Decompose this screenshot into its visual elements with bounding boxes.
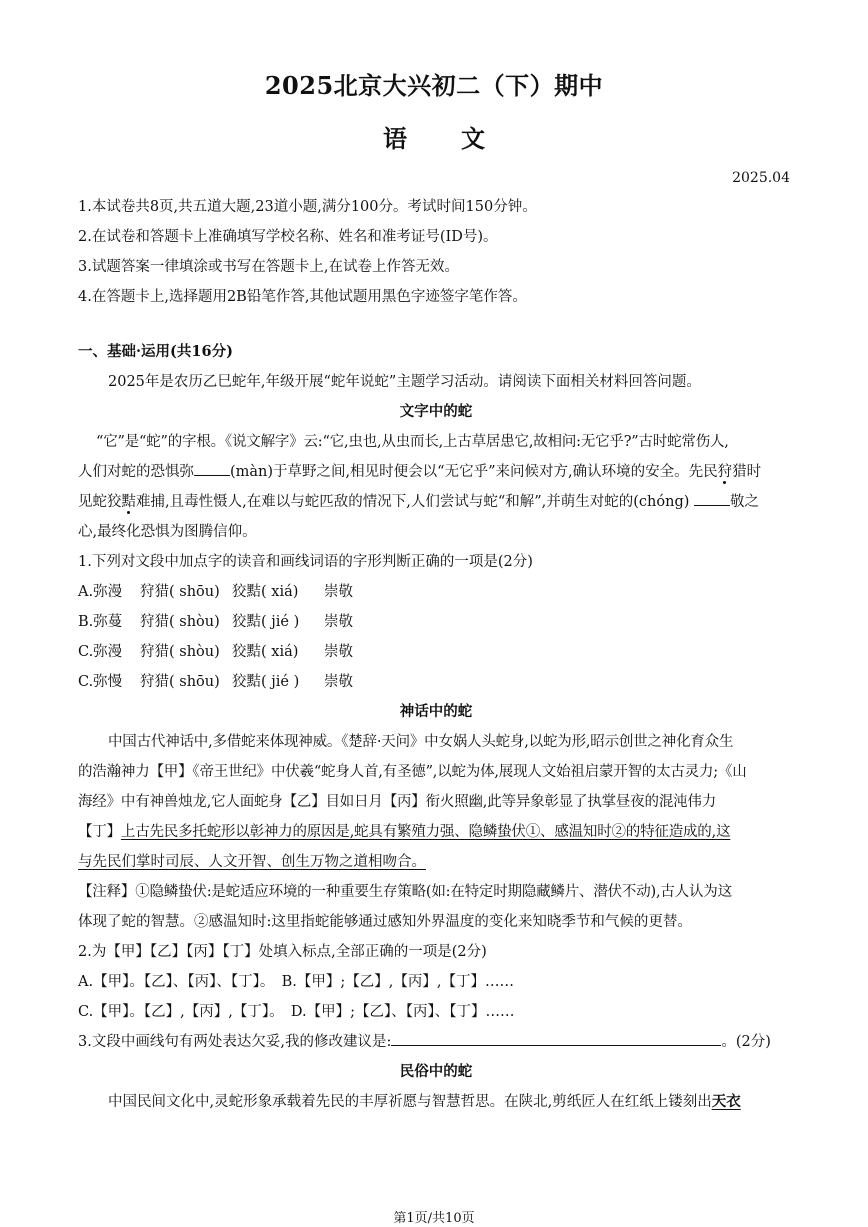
instruction-item: 2.在试卷和答题卡上准确填写学校名称、姓名和准考证号(ID号)。 (78, 229, 498, 245)
page-footer: 第1页/共10页 (393, 1211, 475, 1226)
text-fragment: (màn)于草野之间,相见时便会以“无它乎”来问候对方,确认环境的安全。先民 (230, 464, 718, 480)
underlined-sentence: 与先民们掌时司辰、人文开智、创生万物之道相吻合。 (78, 854, 426, 870)
dotted-char: 黠 (121, 494, 136, 510)
underlined-sentence: 上古先民多托蛇形以彰神力的原因是,蛇具有繁殖力强、隐鳞蛰伏①、感温知时②的特征造成的,这 (120, 824, 731, 840)
option-text: A.弥漫 (78, 584, 123, 600)
option-text: 崇敬 (324, 644, 353, 660)
text-fragment: 猎时 (732, 464, 762, 480)
paragraph-line: 的浩瀚神力【甲】《帝王世纪》中伏羲“蛇身人首,有圣德”,以蛇为体,展现人文始祖启蒙开智的太古灵力;《山 (78, 764, 747, 780)
text-fragment: 【丁】 (78, 824, 121, 840)
answer-blank (391, 1031, 721, 1046)
option-text: 狡黠( xiá) (232, 584, 299, 600)
subject-title (0, 119, 868, 154)
paragraph-line: 海经》中有神兽烛龙,它人面蛇身【乙】目如日月【丙】衔火照幽,此等异象彰显了执掌昼夜的混沌伟力 (78, 794, 717, 810)
part-title-writing: 文字中的蛇 (399, 403, 473, 420)
option-text: 崇敬 (324, 614, 353, 630)
q2-options-row: A.【甲】。【乙】、【丙】、【丁】。 B.【甲】;【乙】,【丙】,【丁】…… (78, 974, 514, 990)
question-1-stem: 1.下列对文段中加点字的读音和画线词语的字形判断正确的一项是(2分) (78, 554, 533, 570)
q1-option (78, 667, 794, 697)
option-text: B.弥蔓 (78, 614, 123, 630)
q1-option (78, 637, 794, 667)
paragraph-line (78, 487, 794, 517)
option-text: 崇敬 (324, 584, 353, 600)
question-3-score: 。(2分) (721, 1034, 771, 1050)
text-fragment: 中国民间文化中,灵蛇形象承载着先民的丰厚祈愿与智慧哲思。在陕北,剪纸匠人在红纸上镂刻出 (108, 1094, 712, 1110)
option-text: C.弥漫 (78, 644, 123, 660)
section-heading: 一、基础·运用(共16分) (78, 343, 233, 360)
instruction-item: 4.在答题卡上,选择题用2B铅笔作答,其他试题用黑色字迹签字笔作答。 (78, 289, 527, 305)
part-title-myth: 神话中的蛇 (399, 703, 473, 720)
exam-title: 2025北京大兴初二（下）期中 (264, 71, 604, 100)
note-line: 【注释】①隐鳞蛰伏:是蛇适应环境的一种重要生存策略(如:在特定时期隐藏鳞片、潜伏不动),古人认为这 (78, 884, 732, 900)
option-text: 狩猎( shōu) (140, 584, 220, 600)
question-3 (78, 1027, 794, 1057)
part-title-folk: 民俗中的蛇 (399, 1063, 473, 1080)
text-fragment: 见蛇狡 (78, 494, 122, 510)
instruction-item: 3.试题答案一律填涂或书写在答题卡上,在试卷上作答无效。 (78, 259, 459, 275)
question-3-stem: 3.文段中画线句有两处表达欠妥,我的修改建议是: (78, 1034, 392, 1050)
dotted-char: 狩 (717, 464, 733, 480)
fill-blank (694, 491, 730, 506)
paragraph-line: “它”是“蛇”的字根。《说文解字》云:“它,虫也,从虫而长,上古草居患它,故相问:无它乎?”古时蛇常伤人, (96, 434, 729, 450)
section-intro: 2025年是农历乙巳蛇年,年级开展“蛇年说蛇”主题学习活动。请阅读下面相关材料回答问题。 (108, 374, 701, 390)
underlined-word: 天衣 (711, 1093, 741, 1110)
section-1 (78, 337, 794, 1117)
option-text: C.弥慢 (78, 674, 123, 690)
option-text: 狡黠( jié ) (232, 614, 300, 630)
q1-option (78, 577, 794, 607)
q2-options-row: C.【甲】。【乙】,【丙】,【丁】。 D.【甲】;【乙】、【丙】、【丁】…… (78, 1004, 515, 1020)
note-line: 体现了蛇的智慧。②感温知时:这里指蛇能够通过感知外界温度的变化来知晓季节和气候的更替。 (78, 914, 692, 930)
option-text: 狡黠( jié ) (232, 674, 300, 690)
option-text: 狡黠( xiá) (232, 644, 299, 660)
subject-char-2: 文 (461, 124, 485, 153)
option-text: 狩猎( shōu) (140, 674, 220, 690)
paragraph-line (78, 1087, 794, 1117)
instruction-item: 1.本试卷共8页,共五道大题,23道小题,满分100分。考试时间150分钟。 (78, 199, 537, 215)
instructions (78, 192, 794, 312)
text-fragment: 人们对蛇的恐惧弥 (78, 464, 194, 480)
q1-option (78, 607, 794, 637)
paragraph-line: 心,最终化恐惧为图腾信仰。 (78, 524, 257, 540)
exam-date: 2025.04 (732, 170, 790, 186)
text-fragment: 难捕,且毒性慑人,在难以与蛇匹敌的情况下,人们尝试与蛇“和解”,并萌生对蛇的(chóng) (136, 494, 690, 510)
paragraph-line (78, 847, 794, 877)
subject-char-1: 语 (383, 124, 407, 153)
option-text: 狩猎( shòu) (140, 644, 220, 660)
fill-blank (194, 461, 230, 476)
question-2-stem: 2.为【甲】【乙】【丙】【丁】处填入标点,全部正确的一项是(2分) (78, 944, 487, 960)
text-fragment: 敬之 (730, 494, 759, 510)
paragraph-line: 中国古代神话中,多借蛇来体现神威。《楚辞·天问》中女娲人头蛇身,以蛇为形,昭示创世之神化育众生 (108, 734, 734, 750)
paragraph-line (78, 817, 794, 847)
option-text: 狩猎( shòu) (140, 614, 220, 630)
paragraph-line (78, 457, 794, 487)
option-text: 崇敬 (324, 674, 353, 690)
